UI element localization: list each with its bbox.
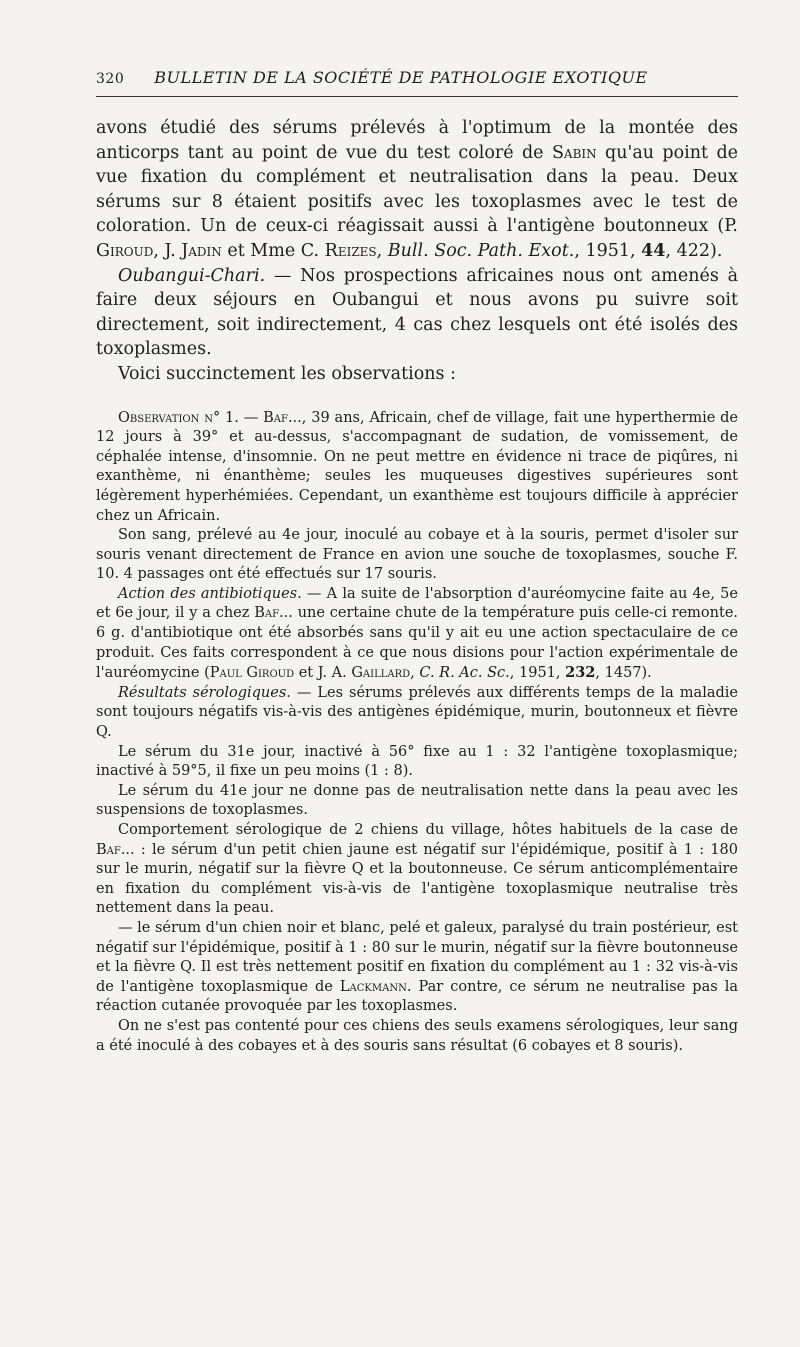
paragraph-inoculation: On ne s'est pas contenté pour ces chiens des seuls examens sérologiques, leur sang a été inoculé à des cobayes et à des souris sans résultat (6 cobayes et 8 souris). xyxy=(96,1017,738,1054)
journal-running-title: BULLETIN DE LA SOCIÉTÉ DE PATHOLOGIE EXOTIQUE xyxy=(154,68,648,87)
subsection-title-antibiotics: Action des antibiotiques. xyxy=(118,585,302,602)
page-number: 320 xyxy=(96,71,125,87)
header-rule xyxy=(96,96,738,97)
running-header xyxy=(96,68,736,87)
paragraph-antibiotics: Action des antibiotiques. — A la suite de l'absorption d'auréomycine faite au 4e, 5e et 6e jour, il y a chez Baf... une certaine chute de la température puis celle-ci remonte. 6 g. d'antibiotique ont été absorbés sans qu'il y ait eu une action spectaculaire de ce produit. Ces faits correspondent à ce que nous disions pour l'action expérimentale de l'auréomycine (Paul Giroud et J. A. Gaillard, C. R. Ac. Sc., 1951, 232, 1457). xyxy=(96,585,739,682)
observation-1-section xyxy=(96,409,738,1057)
intro-section xyxy=(96,116,738,387)
observation-heading: Observation n° 1. xyxy=(118,409,239,426)
paragraph-serum-day-41: Le sérum du 41e jour ne donne pas de neutralisation nette dans la peau avec les suspensions de toxoplasmes. xyxy=(96,782,738,819)
paragraph-oubangui-chari: Oubangui-Chari. — Nos prospections africaines nous ont amenés à faire deux séjours en Oubangui et nous avons pu suivre soit directement, soit indirectement, 4 cas chez lesquels ont été isolés des toxoplasmes. xyxy=(96,265,738,360)
paragraph-observations-intro: Voici succinctement les observations : xyxy=(118,363,456,384)
subsection-title-serology: Résultats sérologiques. xyxy=(118,684,291,701)
paragraph-dogs-serology: Comportement sérologique de 2 chiens du village, hôtes habituels de la case de Baf... : le sérum d'un petit chien jaune est négatif sur l'épidémique, positif à 1 : 180 sur le murin, négatif sur la fièvre Q et la boutonneuse. Ce sérum anticomplémentaire en fixation du complément vis-à-vis de l'antigène toxoplasmique neutralise très nettement dans la peau. xyxy=(96,822,738,917)
observation-1-paragraph: Observation n° 1. — Baf..., 39 ans, Africain, chef de village, fait une hyperthermie de 12 jours à 39° et au-dessus, s'accompagnant de sudation, de vomissement, de céphalée intense, d'insomnie. On ne peut mettre en évidence ni trace de piqûres, ni exanthème, ni énanthème; seules les muqueuses digestives supérieures sont légèrement hyperhémiées. Cependant, un exanthème est toujours difficile à apprécier chez un Africain. xyxy=(96,409,739,524)
paragraph-black-white-dog: — le sérum d'un chien noir et blanc, pelé et galeux, paralysé du train postérieur, est négatif sur l'épidémique, positif à 1 : 80 sur le murin, négatif sur la fièvre boutonneuse et la fièvre Q. Il est très nettement positif en fixation du complément au 1 : 32 vis-à-vis de l'antigène toxoplasmique de Lackmann. Par contre, ce sérum ne neutralise pas la réaction cutanée provoquée par les toxoplasmes. xyxy=(96,919,739,1015)
paragraph-serum-day-31: Le sérum du 31e jour, inactivé à 56° fixe au 1 : 32 l'antigène toxoplasmique; inactivé à 59°5, il fixe un peu moins (1 : 8). xyxy=(96,743,738,780)
paragraph-serology-results: Résultats sérologiques. — Les sérums prélevés aux différents temps de la maladie sont toujours négatifs vis-à-vis des antigènes épidémique, murin, boutonneux et fièvre Q. xyxy=(96,684,738,741)
paragraph-blood-sample: Son sang, prélevé au 4e jour, inoculé au cobaye et à la souris, permet d'isoler sur souris venant directement de France en avion une souche de toxoplasmes, souche F. 10. 4 passages ont été effectués sur 17 souris. xyxy=(96,527,738,583)
page-body xyxy=(96,116,738,1056)
section-title-oubangui: Oubangui-Chari. xyxy=(118,265,266,286)
paragraph-sera-study: avons étudié des sérums prélevés à l'optimum de la montée des anticorps tant au point de vue du test coloré de Sabin qu'au point de vue fixation du complément et neutralisation dans la peau. Deux sérums sur 8 étaient positifs avec les toxoplasmes avec le test de coloration. Un de ceux-ci réagissait aussi à l'antigène boutonneux (P. Giroud, J. Jadin et Mme C. Reizes, Bull. Soc. Path. Exot., 1951, 44, 422). xyxy=(96,118,739,261)
